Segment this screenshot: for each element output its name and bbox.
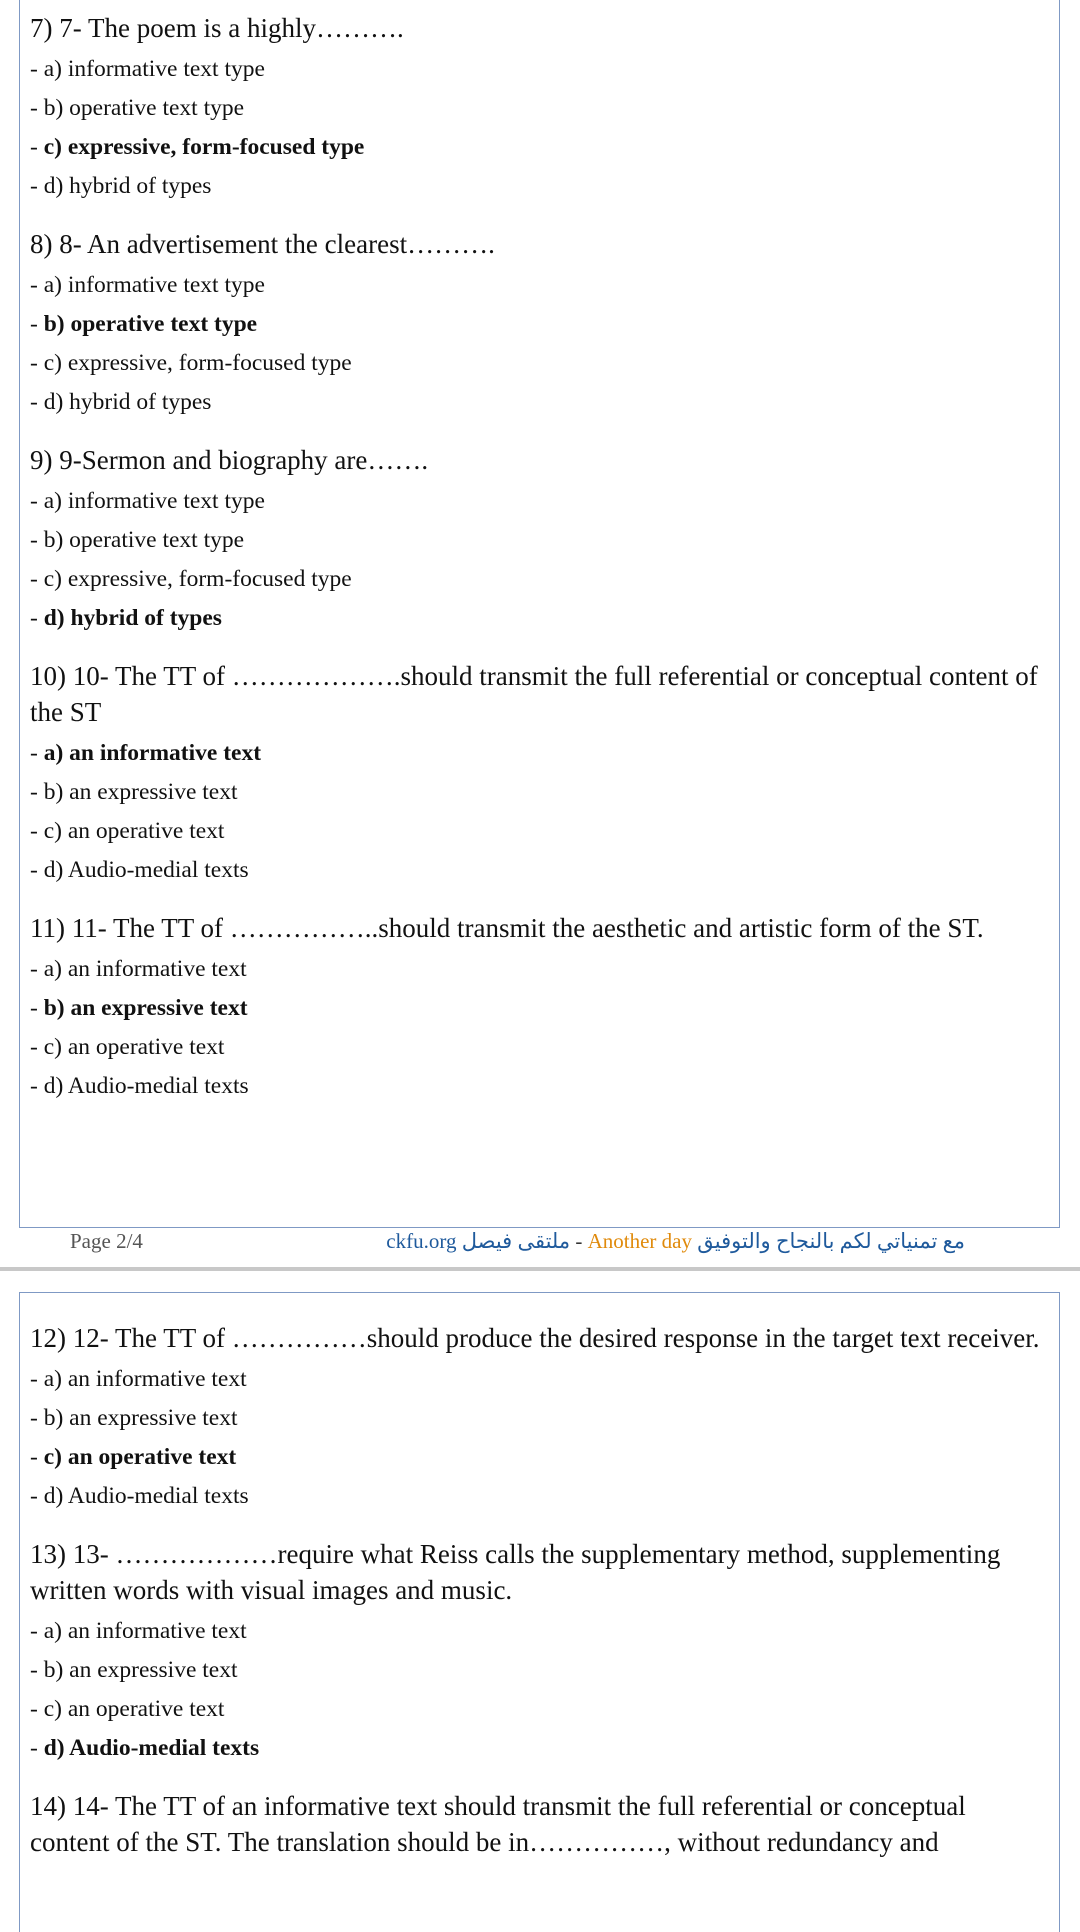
answer-option <box>30 521 1040 560</box>
option-dash: - <box>30 1366 44 1392</box>
option-text: b) an expressive text <box>43 995 248 1021</box>
answer-option <box>30 1690 1040 1729</box>
option-text: b) operative text type <box>43 527 245 553</box>
page-2-content <box>30 10 1040 1126</box>
option-text: d) Audio-medial texts <box>43 1483 249 1509</box>
footer-site-credit <box>386 1229 965 1254</box>
answer-option-correct <box>30 734 1040 773</box>
page-footer <box>0 1228 1080 1270</box>
option-text: b) operative text type <box>43 311 258 337</box>
question-text: 14) 14- The TT of an informative text should transmit the full referential or conceptual content of the ST. The translation should be in……………, without redundancy and <box>30 1791 966 1857</box>
option-dash: - <box>30 740 44 766</box>
answer-option-correct <box>30 305 1040 344</box>
option-dash: - <box>30 1483 44 1509</box>
option-dash: - <box>30 350 44 376</box>
footer-another-day: Another day <box>587 1229 692 1253</box>
option-text: a) an informative text <box>43 740 262 766</box>
question-text: 13) 13- ………………require what Reiss calls the supplementary method, supplementing written words with visual images and music. <box>30 1539 1001 1605</box>
question-text: 9) 9-Sermon and biography are……. <box>30 445 429 475</box>
option-dash: - <box>30 1735 44 1761</box>
answer-option <box>30 560 1040 599</box>
answer-option <box>30 50 1040 89</box>
answer-option <box>30 383 1040 422</box>
answer-option-correct <box>30 989 1040 1028</box>
option-dash: - <box>30 857 44 883</box>
question-block <box>30 226 1040 422</box>
option-text: a) an informative text <box>43 1366 247 1392</box>
option-text: d) hybrid of types <box>43 605 222 631</box>
question-block <box>30 1320 1040 1516</box>
option-text: a) informative text type <box>43 272 265 298</box>
question-block <box>30 658 1040 890</box>
answer-option-correct <box>30 1438 1040 1477</box>
option-text: a) an informative text <box>43 1618 247 1644</box>
option-text: c) an operative text <box>43 1444 237 1470</box>
option-text: d) hybrid of types <box>43 389 212 415</box>
option-dash: - <box>30 95 44 121</box>
option-dash: - <box>30 1444 44 1470</box>
option-text: d) hybrid of types <box>43 173 212 199</box>
option-dash: - <box>30 527 44 553</box>
option-text: b) an expressive text <box>43 1657 238 1683</box>
option-dash: - <box>30 311 44 337</box>
answer-option <box>30 1612 1040 1651</box>
question-block <box>30 1788 1040 1860</box>
footer-site-prefix: ckfu.org ملتقى فيصل <box>386 1229 571 1253</box>
option-text: c) expressive, form-focused type <box>43 566 352 592</box>
answer-option-correct <box>30 128 1040 167</box>
option-dash: - <box>30 995 44 1021</box>
answer-option <box>30 950 1040 989</box>
option-dash: - <box>30 1618 44 1644</box>
option-dash: - <box>30 1405 44 1431</box>
option-text: c) expressive, form-focused type <box>43 134 365 160</box>
option-dash: - <box>30 1657 44 1683</box>
answer-option <box>30 89 1040 128</box>
answer-option <box>30 1651 1040 1690</box>
option-dash: - <box>30 605 44 631</box>
question-text: 12) 12- The TT of ……………should produce the desired response in the target text receiver. <box>30 1323 1040 1353</box>
footer-site-suffix: مع تمنياتي لكم بالنجاح والتوفيق <box>692 1229 965 1253</box>
option-dash: - <box>30 1034 44 1060</box>
answer-option <box>30 344 1040 383</box>
option-text: c) an operative text <box>43 818 225 844</box>
answer-option <box>30 266 1040 305</box>
option-text: b) an expressive text <box>43 779 238 805</box>
answer-option-correct <box>30 599 1040 638</box>
page-frame-2 <box>19 0 1060 1228</box>
option-dash: - <box>30 1696 44 1722</box>
page-frame-3 <box>19 1292 1060 1932</box>
question-block <box>30 442 1040 638</box>
option-text: a) informative text type <box>43 488 265 514</box>
option-text: c) an operative text <box>43 1696 225 1722</box>
option-text: d) Audio-medial texts <box>43 857 249 883</box>
option-text: d) Audio-medial texts <box>43 1073 249 1099</box>
option-text: b) an expressive text <box>43 1405 238 1431</box>
option-text: a) an informative text <box>43 956 247 982</box>
option-dash: - <box>30 488 44 514</box>
answer-option <box>30 167 1040 206</box>
question-block <box>30 910 1040 1106</box>
question-block <box>30 10 1040 206</box>
option-dash: - <box>30 779 44 805</box>
question-block <box>30 1536 1040 1768</box>
option-text: d) Audio-medial texts <box>43 1735 260 1761</box>
answer-option <box>30 482 1040 521</box>
option-dash: - <box>30 566 44 592</box>
option-dash: - <box>30 134 44 160</box>
option-dash: - <box>30 272 44 298</box>
option-text: a) informative text type <box>43 56 265 82</box>
question-text: 11) 11- The TT of ……………..should transmit the aesthetic and artistic form of the ST. <box>30 913 984 943</box>
page-3-content <box>30 1320 1040 1880</box>
page-separator <box>0 1267 1080 1271</box>
answer-option <box>30 1067 1040 1106</box>
option-text: c) an operative text <box>43 1034 225 1060</box>
option-dash: - <box>30 173 44 199</box>
option-text: c) expressive, form-focused type <box>43 350 352 376</box>
option-dash: - <box>30 956 44 982</box>
answer-option <box>30 1399 1040 1438</box>
question-text: 7) 7- The poem is a highly………. <box>30 13 404 43</box>
answer-option <box>30 1028 1040 1067</box>
question-text: 10) 10- The TT of ……………….should transmit the full referential or conceptual content of the ST <box>30 661 1038 727</box>
answer-option-correct <box>30 1729 1040 1768</box>
answer-option <box>30 1477 1040 1516</box>
answer-option <box>30 773 1040 812</box>
option-text: b) operative text type <box>43 95 245 121</box>
option-dash: - <box>30 56 44 82</box>
question-text: 8) 8- An advertisement the clearest………. <box>30 229 495 259</box>
option-dash: - <box>30 818 44 844</box>
footer-separator: - <box>570 1229 588 1253</box>
page-number: Page 2/4 <box>70 1229 143 1253</box>
option-dash: - <box>30 1073 44 1099</box>
answer-option <box>30 1360 1040 1399</box>
answer-option <box>30 851 1040 890</box>
answer-option <box>30 812 1040 851</box>
option-dash: - <box>30 389 44 415</box>
